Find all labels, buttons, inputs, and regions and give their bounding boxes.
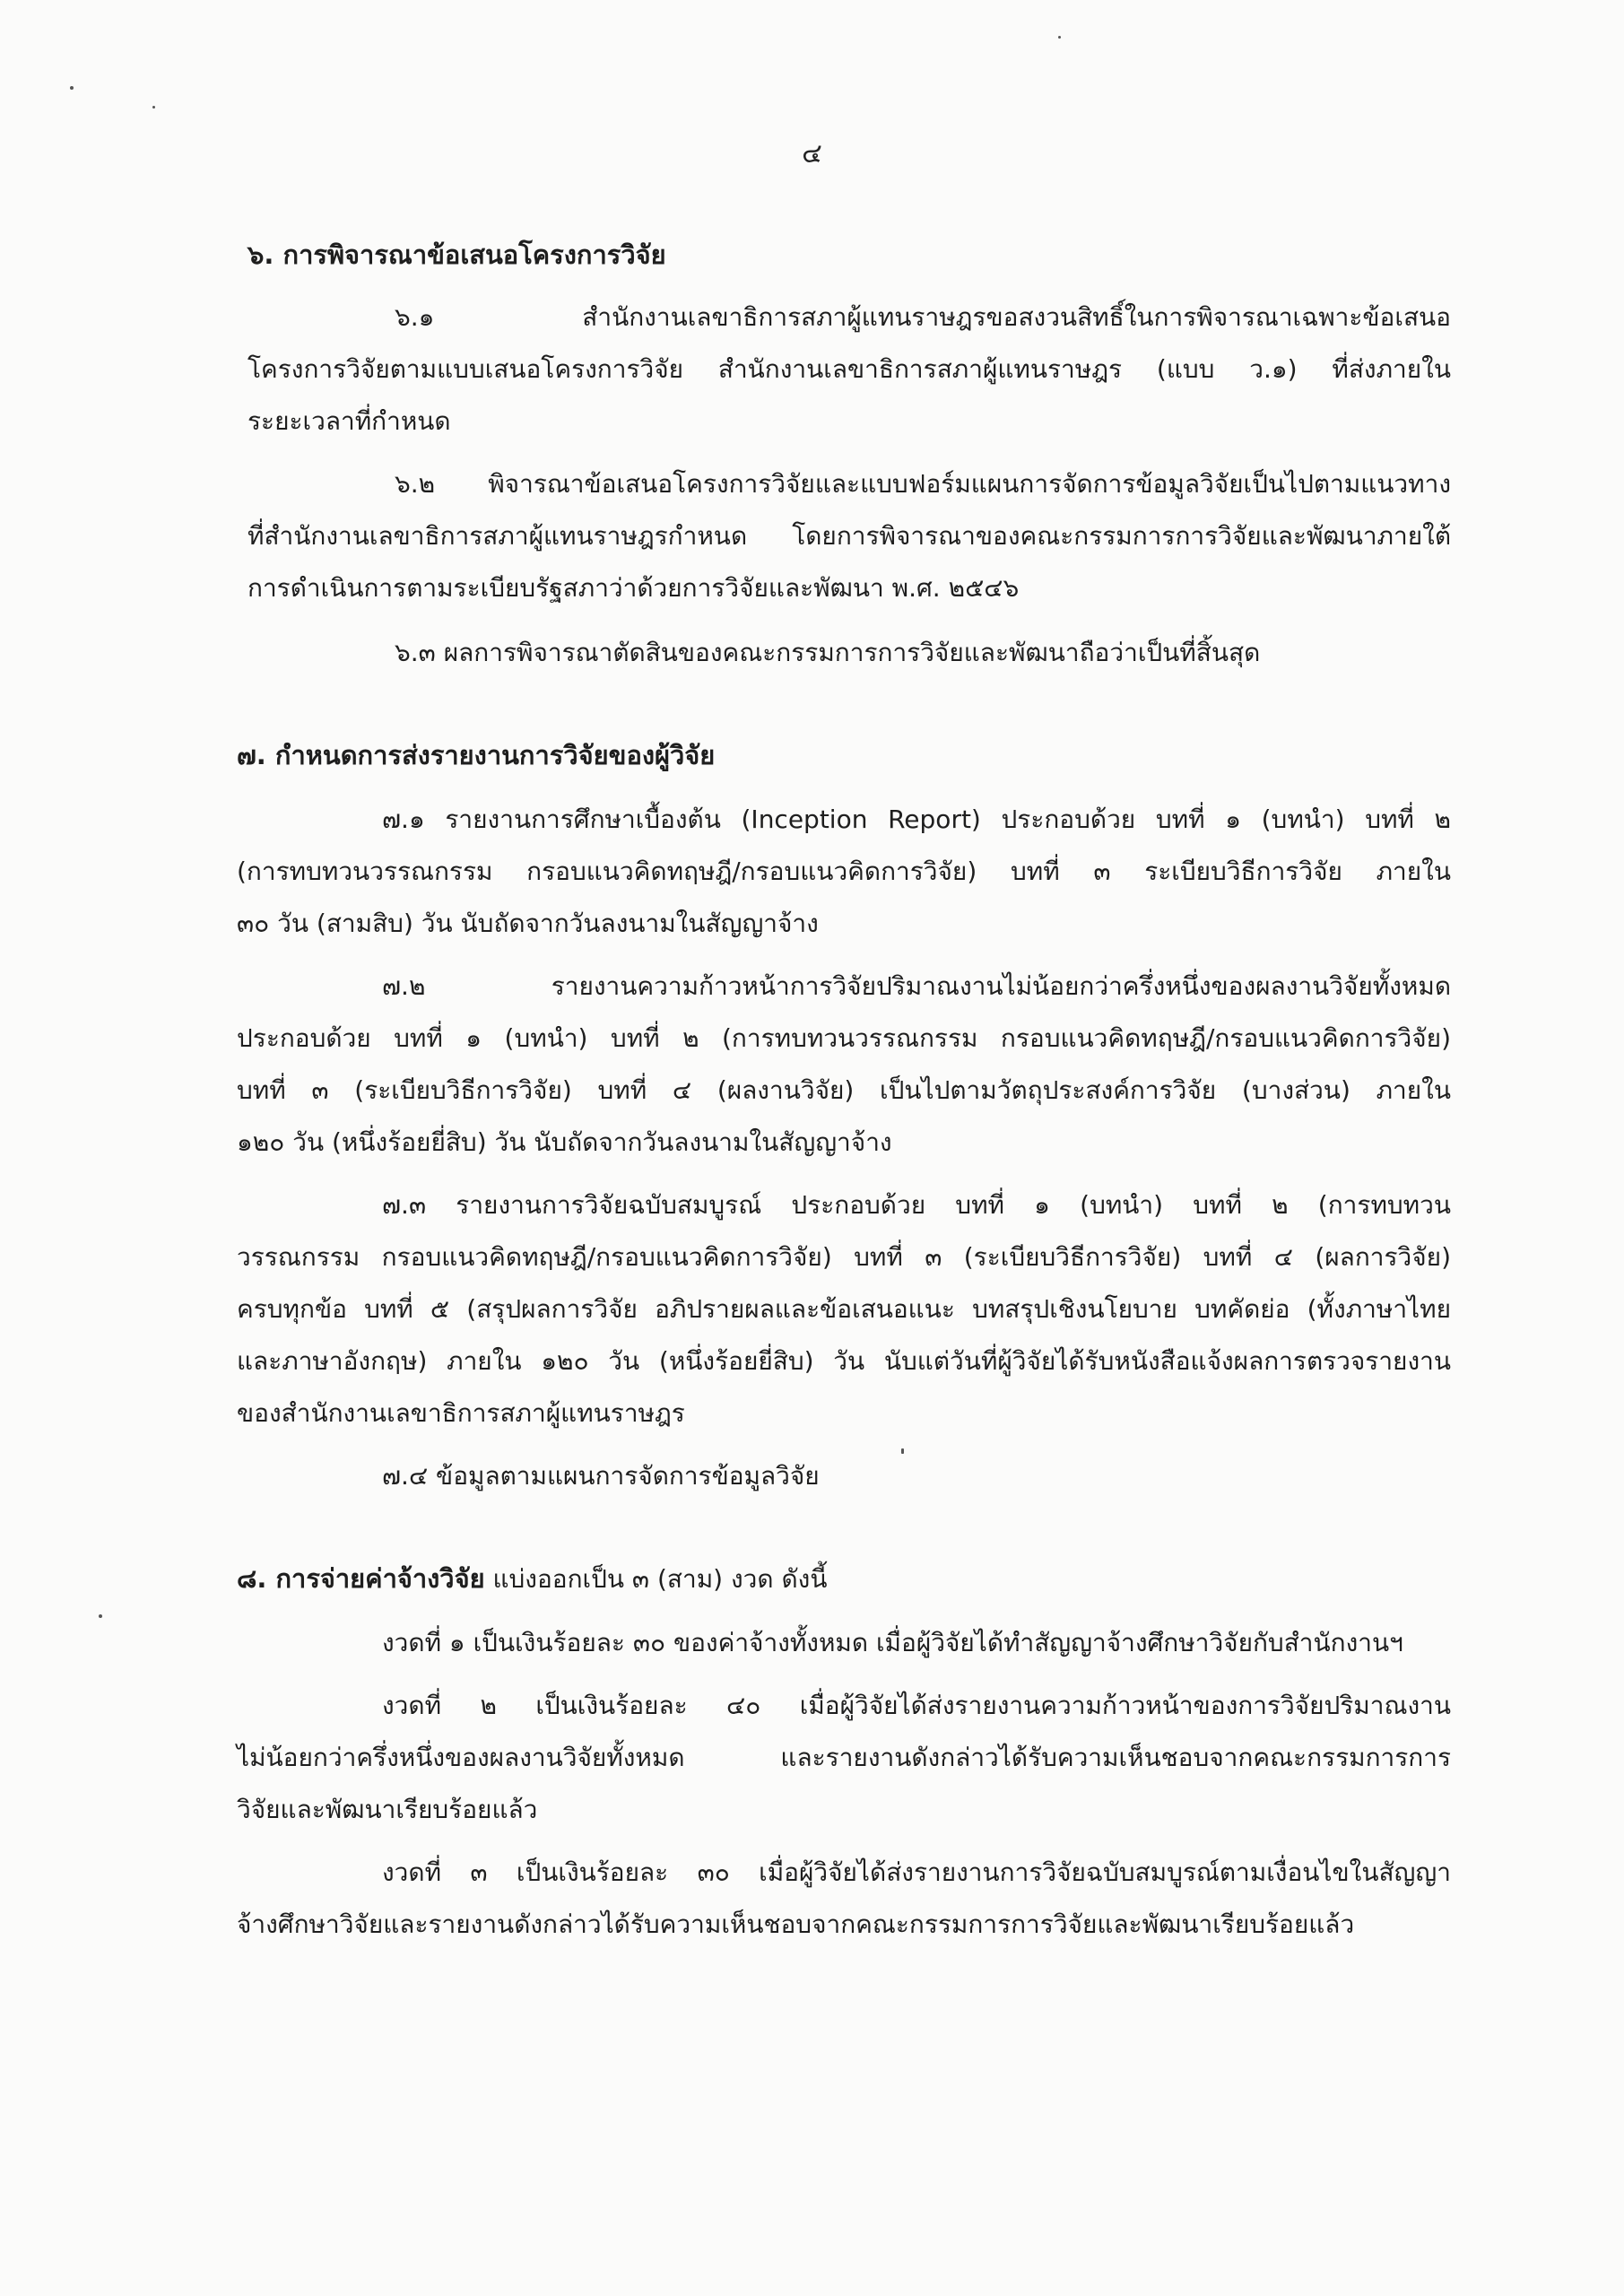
section-7-4-line: ๗.๔ ข้อมูลตามแผนการจัดการข้อมูลวิจัย	[382, 1461, 820, 1491]
section-6-2-line: ที่สำนักงานเลขาธิการสภาผู้แทนราษฎรกำหนด โดยการพิจารณาของคณะกรรมการการวิจัยและพัฒนาภายใต้	[248, 521, 1451, 551]
section-8-heading-rest: แบ่งออกเป็น ๓ (สาม) งวด ดังนี้	[484, 1564, 828, 1594]
section-7-2-line: ประกอบด้วย บทที่ ๑ (บทนำ) บทที่ ๒ (การทบทวนวรรณกรรม กรอบแนวคิดทฤษฎี/กรอบแนวคิดการวิจัย)	[237, 1023, 1451, 1053]
scan-speck	[1058, 36, 1061, 39]
section-8-heading-bold: ๘. การจ่ายค่าจ้างวิจัย	[237, 1563, 485, 1594]
page-number: ๔	[802, 138, 822, 170]
section-7-1-line: ๓๐ วัน (สามสิบ) วัน นับถัดจากวันลงนามในสัญญาจ้าง	[237, 909, 819, 938]
section-7-3-line: ของสำนักงานเลขาธิการสภาผู้แทนราษฎร	[237, 1398, 685, 1428]
section-8-heading	[237, 1559, 827, 1599]
scan-speck	[99, 1614, 102, 1618]
section-8-installment-3: งวดที่ ๓ เป็นเงินร้อยละ ๓๐ เมื่อผู้วิจัยได้ส่งรายงานการวิจัยฉบับสมบูรณ์ตามเงื่อนไขในสัญญา	[382, 1857, 1451, 1887]
section-8-installment-3: จ้างศึกษาวิจัยและรายงานดังกล่าวได้รับความเห็นชอบจากคณะกรรมการการวิจัยและพัฒนาเรียบร้อยแล้ว	[237, 1909, 1355, 1939]
section-8-installment-2: งวดที่ ๒ เป็นเงินร้อยละ ๔๐ เมื่อผู้วิจัยได้ส่งรายงานความก้าวหน้าของการวิจัยปริมาณงาน	[382, 1691, 1451, 1720]
section-7-3-line: ๗.๓ รายงานการวิจัยฉบับสมบูรณ์ ประกอบด้วย บทที่ ๑ (บทนำ) บทที่ ๒ (การทบทวน	[382, 1190, 1451, 1220]
section-6-1-line: ๖.๑ สำนักงานเลขาธิการสภาผู้แทนราษฎรขอสงวนสิทธิ์ในการพิจารณาเฉพาะข้อเสนอ	[395, 302, 1451, 332]
section-7-2-line: ๗.๒ รายงานความก้าวหน้าการวิจัยปริมาณงานไม่น้อยกว่าครึ่งหนึ่งของผลงานวิจัยทั้งหมด	[382, 971, 1451, 1001]
section-6-2-line: ๖.๒ พิจารณาข้อเสนอโครงการวิจัยและแบบฟอร์มแผนการจัดการข้อมูลวิจัยเป็นไปตามแนวทาง	[395, 469, 1451, 499]
scan-speck	[70, 86, 74, 90]
section-7-3-line: วรรณกรรม กรอบแนวคิดทฤษฎี/กรอบแนวคิดการวิจัย) บทที่ ๓ (ระเบียบวิธีการวิจัย) บทที่ ๔ (ผลการวิจัย)	[237, 1242, 1451, 1272]
section-6-2-line: การดำเนินการตามระเบียบรัฐสภาว่าด้วยการวิจัยและพัฒนา พ.ศ. ๒๕๔๖	[248, 573, 1020, 603]
section-6-heading: ๖. การพิจารณาข้อเสนอโครงการวิจัย	[248, 239, 666, 270]
section-8-installment-1: งวดที่ ๑ เป็นเงินร้อยละ ๓๐ ของค่าจ้างทั้งหมด เมื่อผู้วิจัยได้ทำสัญญาจ้างศึกษาวิจัยกับสำนักงานฯ	[382, 1628, 1403, 1657]
section-6-1-line: ระยะเวลาที่กำหนด	[248, 406, 451, 436]
section-7-3-line: ครบทุกข้อ บทที่ ๕ (สรุปผลการวิจัย อภิปรายผลและข้อเสนอแนะ บทสรุปเชิงนโยบาย บทคัดย่อ (ทั้งภาษาไทย	[237, 1294, 1451, 1324]
scan-speck	[901, 1448, 904, 1454]
section-7-2-line: บทที่ ๓ (ระเบียบวิธีการวิจัย) บทที่ ๔ (ผลงานวิจัย) เป็นไปตามวัตถุประสงค์การวิจัย (บางส่วน) ภายใน	[237, 1075, 1451, 1105]
section-7-2-line: ๑๒๐ วัน (หนึ่งร้อยยี่สิบ) วัน นับถัดจากวันลงนามในสัญญาจ้าง	[237, 1127, 892, 1157]
section-7-3-line: และภาษาอังกฤษ) ภายใน ๑๒๐ วัน (หนึ่งร้อยยี่สิบ) วัน นับแต่วันที่ผู้วิจัยได้รับหนังสือแจ้งผลการตรวจรายงาน	[237, 1346, 1451, 1376]
section-8-installment-2: ไม่น้อยกว่าครึ่งหนึ่งของผลงานวิจัยทั้งหมด และรายงานดังกล่าวได้รับความเห็นชอบจากคณะกรรมการการ	[237, 1743, 1451, 1772]
section-7-heading: ๗. กำหนดการส่งรายงานการวิจัยของผู้วิจัย	[237, 740, 716, 770]
section-6-3-line: ๖.๓ ผลการพิจารณาตัดสินของคณะกรรมการการวิจัยและพัฒนาถือว่าเป็นที่สิ้นสุด	[395, 638, 1261, 667]
section-7-1-line: ๗.๑ รายงานการศึกษาเบื้องต้น (Inception Report) ประกอบด้วย บทที่ ๑ (บทนำ) บทที่ ๒	[382, 804, 1452, 834]
section-7-1-line: (การทบทวนวรรณกรรม กรอบแนวคิดทฤษฎี/กรอบแนวคิดการวิจัย) บทที่ ๓ ระเบียบวิธีการวิจัย ภายใน	[237, 857, 1451, 886]
section-6-1-line: โครงการวิจัยตามแบบเสนอโครงการวิจัย สำนักงานเลขาธิการสภาผู้แทนราษฎร (แบบ ว.๑) ที่ส่งภายใน	[248, 354, 1451, 384]
scan-speck	[152, 106, 155, 109]
section-8-installment-2: วิจัยและพัฒนาเรียบร้อยแล้ว	[237, 1795, 538, 1824]
